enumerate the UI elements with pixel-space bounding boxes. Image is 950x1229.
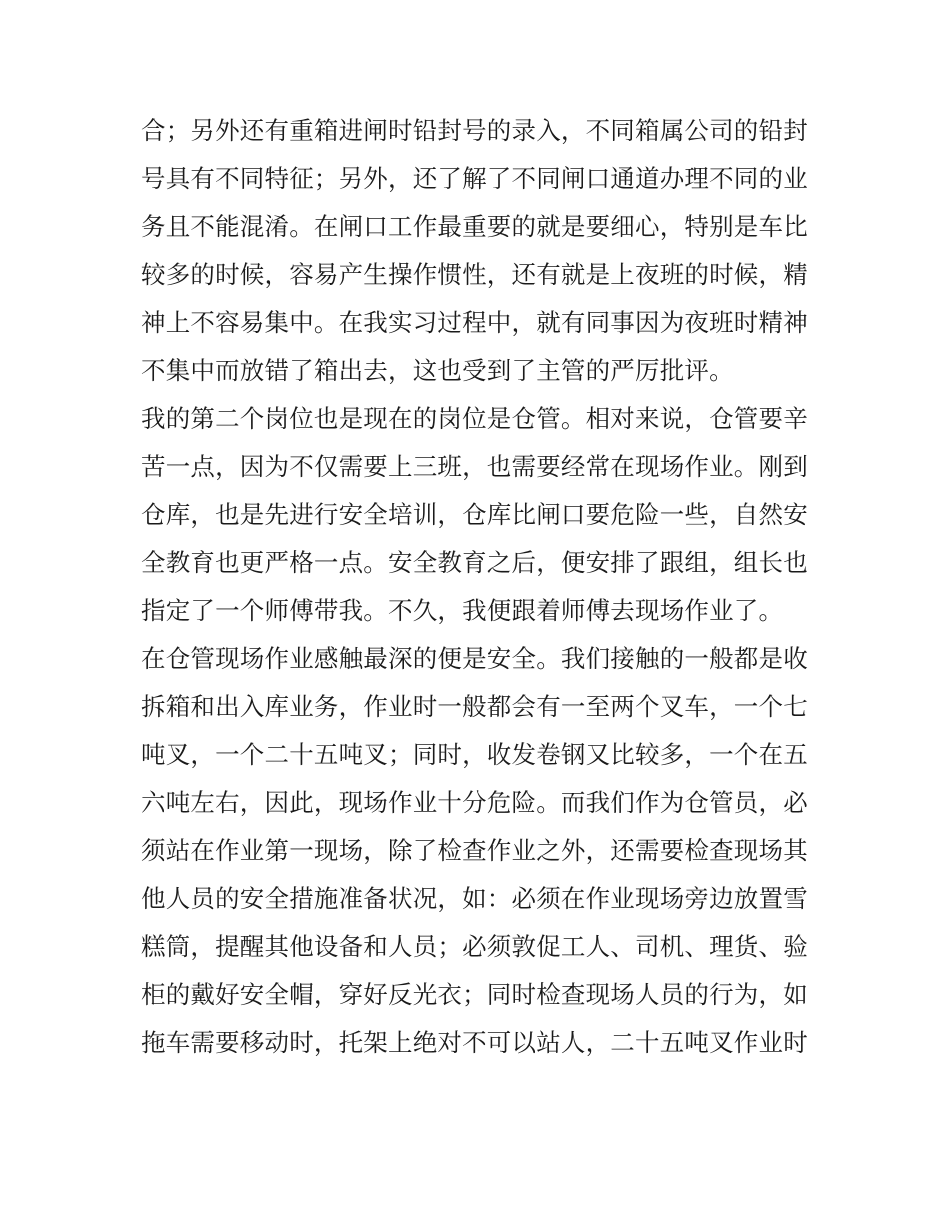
text-line: 在仓管现场作业感触最深的便是安全。我们接触的一般都是收 — [141, 644, 808, 673]
text-line: 拆箱和出入库业务，作业时一般都会有一至两个叉车，一个七 — [141, 692, 808, 721]
text-line: 须站在作业第一现场，除了检查作业之外，还需要检查现场其 — [141, 836, 808, 865]
document-body — [141, 107, 821, 1067]
text-line: 全教育也更严格一点。安全教育之后，便安排了跟组，组长也 — [141, 548, 808, 577]
text-line: 他人员的安全措施准备状况，如：必须在作业现场旁边放置雪 — [141, 884, 808, 913]
text-line: 仓库，也是先进行安全培训，仓库比闸口要危险一些，自然安 — [141, 500, 808, 529]
text-line: 神上不容易集中。在我实习过程中，就有同事因为夜班时精神 — [141, 308, 808, 337]
text-line: 柜的戴好安全帽，穿好反光衣；同时检查现场人员的行为，如 — [141, 980, 808, 1009]
text-line: 务且不能混淆。在闸口工作最重要的就是要细心，特别是车比 — [141, 212, 808, 241]
text-line: 糕筒，提醒其他设备和人员；必须敦促工人、司机、理货、验 — [141, 932, 808, 961]
text-line: 吨叉，一个二十五吨叉；同时，收发卷钢又比较多，一个在五 — [141, 740, 808, 769]
text-line: 指定了一个师傅带我。不久，我便跟着师傅去现场作业了。 — [141, 596, 784, 625]
text-line: 较多的时候，容易产生操作惯性，还有就是上夜班的时候，精 — [141, 260, 808, 289]
text-line: 号具有不同特征；另外，还了解了不同闸口通道办理不同的业 — [141, 164, 808, 193]
text-line: 拖车需要移动时，托架上绝对不可以站人，二十五吨叉作业时 — [141, 1028, 808, 1057]
text-line: 我的第二个岗位也是现在的岗位是仓管。相对来说，仓管要辛 — [141, 404, 808, 433]
text-line: 不集中而放错了箱出去，这也受到了主管的严厉批评。 — [141, 356, 734, 385]
text-line: 合；另外还有重箱进闸时铅封号的录入，不同箱属公司的铅封 — [141, 116, 808, 145]
text-line: 苦一点，因为不仅需要上三班，也需要经常在现场作业。刚到 — [141, 452, 808, 481]
text-line: 六吨左右，因此，现场作业十分危险。而我们作为仓管员，必 — [141, 788, 808, 817]
